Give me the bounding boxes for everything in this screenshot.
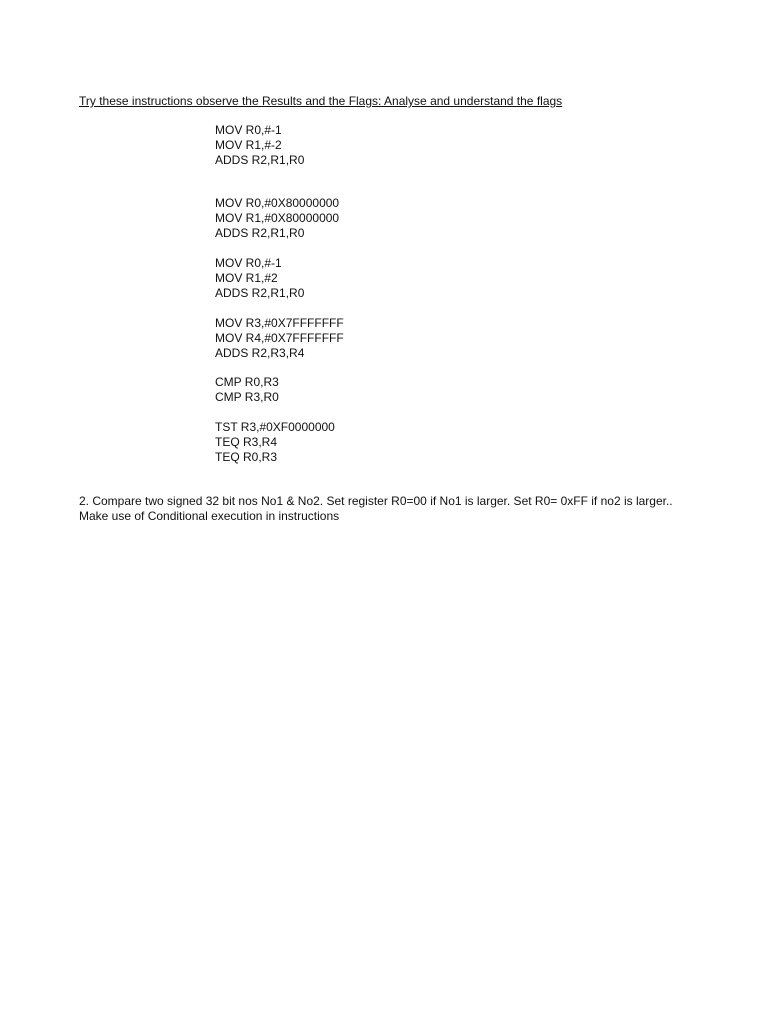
- instruction-line: CMP R3,R0: [215, 390, 279, 404]
- instruction-line: MOV R0,#-1: [215, 256, 282, 270]
- instruction-line: TEQ R3,R4: [215, 435, 278, 449]
- instruction-group-1: [215, 123, 515, 168]
- instruction-line: MOV R1,#-2: [215, 138, 282, 152]
- instruction-line: MOV R3,#0X7FFFFFFF: [215, 316, 344, 330]
- exercise-heading: Try these instructions observe the Results and the Flags: Analyse and understand the flags: [79, 94, 563, 108]
- instruction-group-6: [215, 420, 515, 465]
- instruction-line: MOV R0,#-1: [215, 123, 282, 137]
- question-line-1: 2. Compare two signed 32 bit nos No1 & No2. Set register R0=00 if No1 is larger. Set R0= 0xFF if no2 is larger..: [79, 494, 673, 508]
- instruction-line: ADDS R2,R1,R0: [215, 153, 305, 167]
- question-line-2: Make use of Conditional execution in instructions: [79, 509, 340, 523]
- instruction-line: MOV R1,#2: [215, 271, 278, 285]
- instruction-group-2: [215, 196, 515, 241]
- instruction-line: MOV R0,#0X80000000: [215, 196, 340, 210]
- instruction-line: TST R3,#0XF0000000: [215, 420, 335, 434]
- exercise-question: [79, 494, 739, 524]
- instruction-line: ADDS R2,R1,R0: [215, 286, 305, 300]
- instruction-group-4: [215, 316, 515, 361]
- instruction-line: MOV R4,#0X7FFFFFFF: [215, 331, 344, 345]
- instruction-group-3: [215, 256, 515, 301]
- instruction-line: CMP R0,R3: [215, 375, 279, 389]
- instruction-line: ADDS R2,R1,R0: [215, 226, 305, 240]
- instruction-line: ADDS R2,R3,R4: [215, 346, 305, 360]
- instruction-group-5: [215, 375, 515, 405]
- instruction-line: TEQ R0,R3: [215, 450, 278, 464]
- instruction-line: MOV R1,#0X80000000: [215, 211, 340, 225]
